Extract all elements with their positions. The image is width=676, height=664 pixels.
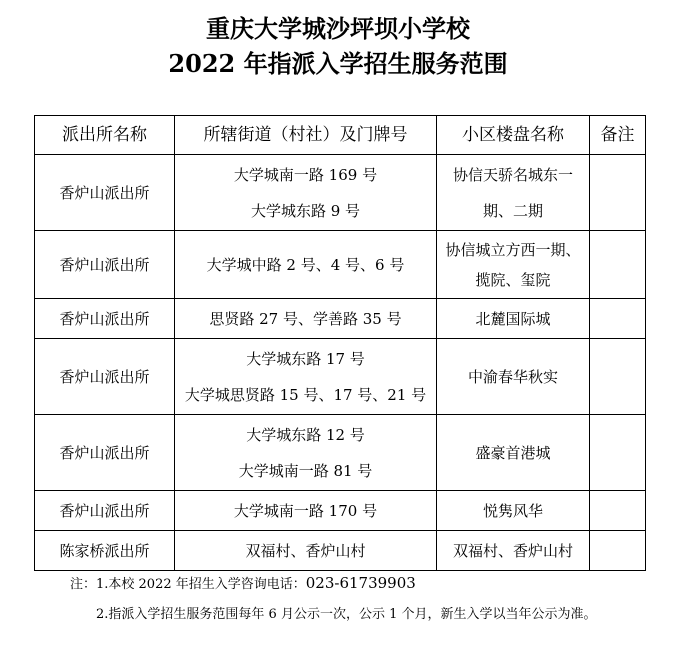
estates-cell	[437, 155, 590, 231]
streets-cell	[175, 415, 437, 491]
remark-cell	[590, 231, 646, 299]
header-estates: 小区楼盘名称	[437, 116, 590, 155]
estates-cell: 盛豪首港城	[437, 415, 590, 491]
remark-cell	[590, 339, 646, 415]
table-row	[35, 415, 646, 491]
station-cell: 香炉山派出所	[35, 155, 175, 231]
table-row	[35, 231, 646, 299]
street-line: 大学城东路 9 号	[250, 201, 361, 220]
streets-cell	[175, 155, 437, 231]
street-line: 大学城东路 12 号	[246, 425, 365, 444]
station-cell: 香炉山派出所	[35, 339, 175, 415]
station-cell: 香炉山派出所	[35, 299, 175, 339]
remark-cell	[590, 531, 646, 571]
note-publicity: 2.指派入学招生服务范围每年 6 月公示一次，公示 1 个月，新生入学以当年公示为准。	[96, 607, 597, 622]
enrollment-range-table	[34, 115, 646, 571]
remark-cell	[590, 491, 646, 531]
table-header-row	[35, 116, 646, 155]
streets-cell: 大学城南一路 170 号	[175, 491, 437, 531]
estates-cell	[437, 231, 590, 299]
notes	[70, 572, 630, 626]
station-cell: 香炉山派出所	[35, 415, 175, 491]
header-remark: 备注	[590, 116, 646, 155]
table-row	[35, 531, 646, 571]
table-row	[35, 155, 646, 231]
street-line: 大学城南一路 169 号	[233, 165, 378, 184]
street-line: 大学城东路 17 号	[246, 349, 365, 368]
table-row	[35, 299, 646, 339]
street-line: 大学城南一路 81 号	[238, 461, 373, 480]
station-cell: 香炉山派出所	[35, 491, 175, 531]
note-consult-phone	[70, 572, 630, 596]
page-subtitle: 2022 年指派入学招生服务范围	[168, 49, 508, 78]
station-cell: 香炉山派出所	[35, 231, 175, 299]
estate-line: 协信天骄名城东一	[452, 165, 573, 184]
remark-cell	[590, 155, 646, 231]
table-row	[35, 491, 646, 531]
station-cell: 陈家桥派出所	[35, 531, 175, 571]
estate-line: 期、二期	[482, 201, 543, 220]
remark-cell	[590, 415, 646, 491]
estates-cell: 悦隽风华	[437, 491, 590, 531]
streets-cell: 思贤路 27 号、学善路 35 号	[175, 299, 437, 339]
street-line: 大学城思贤路 15 号、17 号、21 号	[184, 385, 427, 404]
estates-cell: 双福村、香炉山村	[437, 531, 590, 571]
table-row	[35, 339, 646, 415]
estates-cell: 北麓国际城	[437, 299, 590, 339]
header-streets: 所辖街道（村社）及门牌号	[175, 116, 437, 155]
phone-number: 023-61739903	[305, 574, 416, 592]
streets-cell	[175, 339, 437, 415]
streets-cell: 大学城中路 2 号、4 号、6 号	[175, 231, 437, 299]
estates-cell: 中渝春华秋实	[437, 339, 590, 415]
estate-line: 揽院、玺院	[475, 270, 551, 289]
estate-line: 协信城立方西一期、	[445, 240, 581, 259]
note-1-text: 注：1.本校 2022 年招生入学咨询电话：	[70, 577, 306, 592]
remark-cell	[590, 299, 646, 339]
streets-cell: 双福村、香炉山村	[175, 531, 437, 571]
page-title: 重庆大学城沙坪坝小学校	[206, 14, 470, 43]
header-station: 派出所名称	[35, 116, 175, 155]
